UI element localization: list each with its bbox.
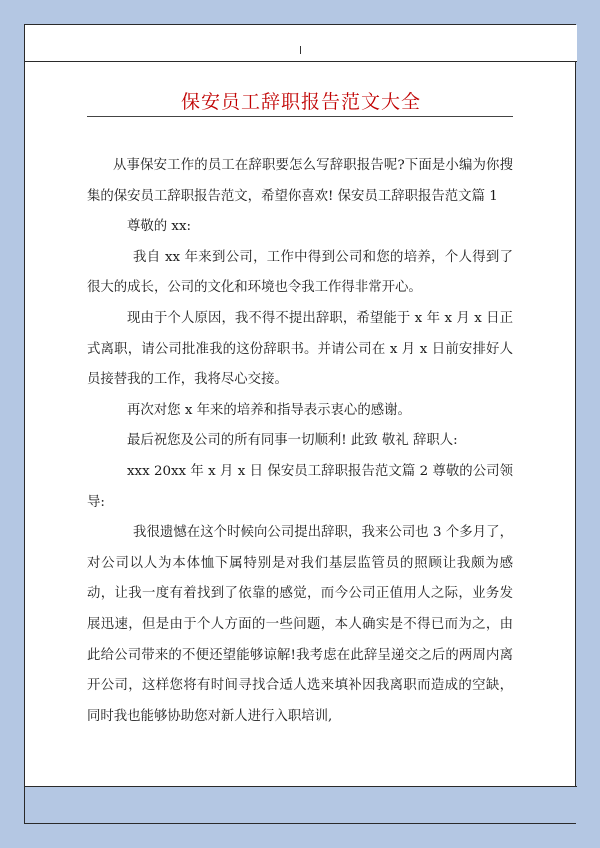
paragraph-closing: 最后祝您及公司的所有同事一切顺利! 此致 敬礼 辞职人: <box>127 433 458 449</box>
document-page <box>24 24 576 824</box>
page-header-band <box>25 25 577 62</box>
paragraph-arrival: 我自 xx 年来到公司，工作中得到公司和您的培养，个人得到了很大的成长，公司的文化和环境也令我工作得非常开心。 <box>87 249 513 296</box>
document-body <box>87 151 513 732</box>
intro-paragraph: 从事保安工作的员工在辞职要怎么写辞职报告呢?下面是小编为你搜集的保安员工辞职报告范文，希望你喜欢! 保安员工辞职报告范文篇 1 <box>87 158 513 204</box>
document-title: 保安员工辞职报告范文大全 <box>180 91 421 113</box>
paragraph-sample-2-body: 我很遗憾在这个时候向公司提出辞职，我来公司也 3 个多月了，对公司以人为本体恤下属特别是对我们基层监管员的照顾让我颇为感动，让我一度有着找到了依靠的感觉，而今公司正值用人之际，业务发展迅速，但是由于个人方面的一些问题，本人确实是不得已而为之，由此给公司带来的不便还望能够谅解!我考虑在此辞呈递交之后的两周内离开公司，这样您将有时间寻找合适人选来填补因我离职而造成的空缺，同时我也能够协助您对新人进行入职培训, <box>87 525 513 724</box>
paragraph-reason: 现由于个人原因，我不得不提出辞职，希望能于 x 年 x 月 x 日正式离职，请公司批准我的这份辞职书。并请公司在 x 月 x 日前安排好人员接替我的工作，我将尽心交接。 <box>87 310 513 388</box>
paragraph-signature-and-sample-2: xxx 20xx 年 x 月 x 日 保安员工辞职报告范文篇 2 尊敬的公司领导: <box>87 463 513 510</box>
title-underline <box>87 116 513 117</box>
text-cursor-mark <box>300 46 301 54</box>
page-footer-band <box>25 786 577 823</box>
salutation-1: 尊敬的 xx: <box>127 219 192 235</box>
paragraph-thanks: 再次对您 x 年来的培养和指导表示衷心的感谢。 <box>127 402 411 418</box>
